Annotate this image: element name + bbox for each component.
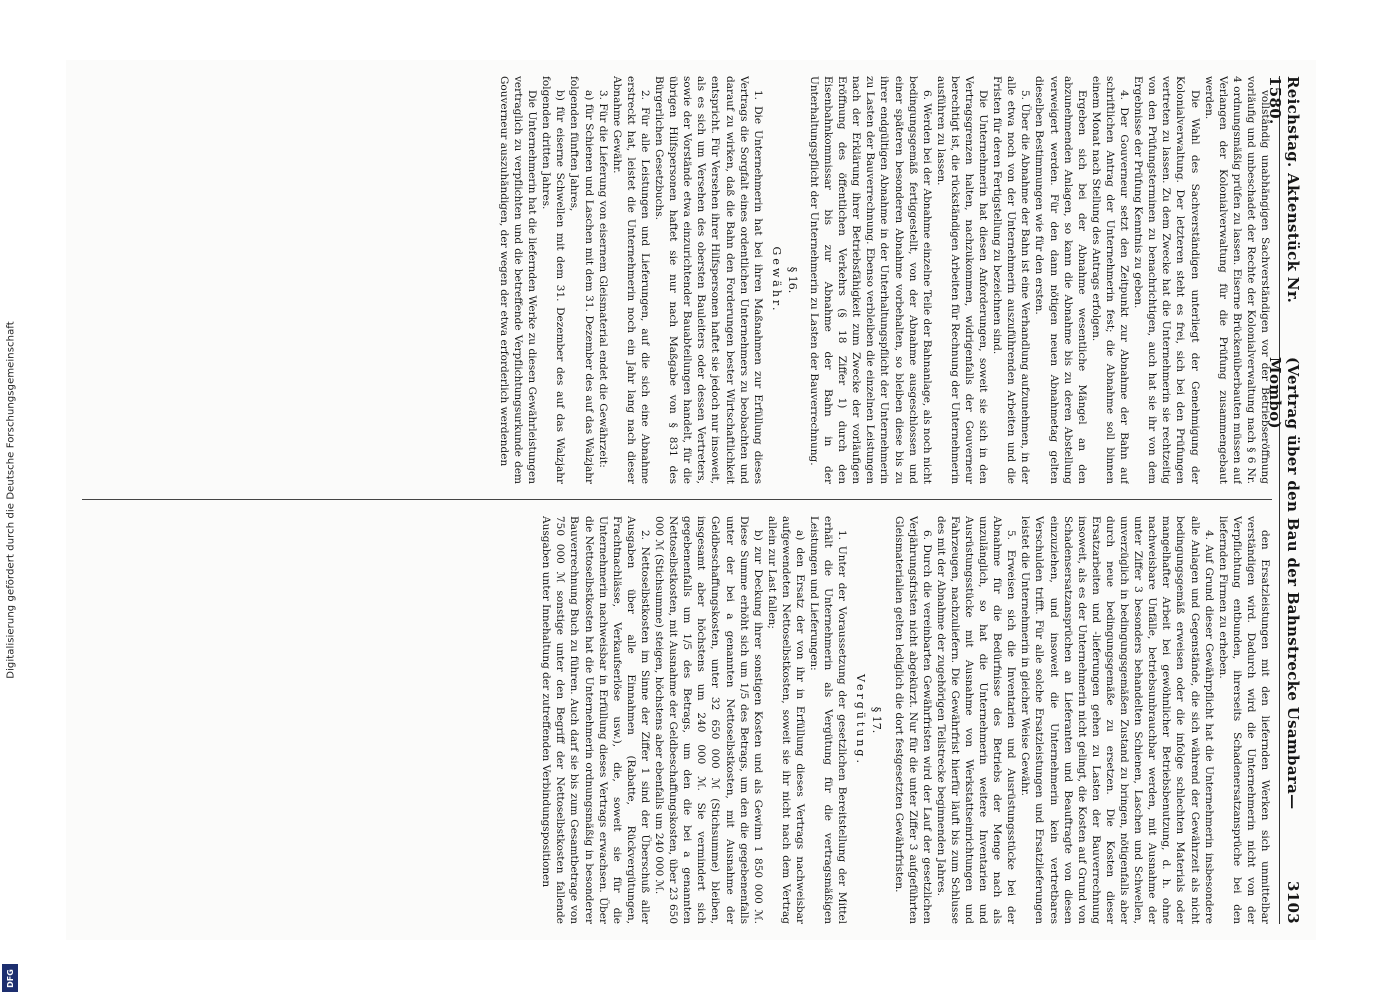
- header-left: Reichstag. Aktenstück Nr. 1580.: [1266, 76, 1302, 304]
- paragraph: 1. Die Unternehmerin hat bei ihren Maßnahmen zur Erfüllung dieses Vertrags die Sorgfalt eines ordentlichen Unternehmers zu beobachten und darauf zu wirken, daß die Bahn den Forderungen bester Wirtschaftlichkeit entspricht. Für Versehen ihrer Hilfspersonen haftet sie jedoch nur insoweit, als es sich um Versehen des obersten Bauleiters oder dessen Vertreters, sowie der Vorstände etwa einzurichtender Bauabteilungen handelt, für die übrigen Hilfspersonen haftet sie nur nach Maßgabe von § 831 des Bürgerlichen Gesetzbuchs.: [653, 76, 764, 484]
- paragraph: 4. Der Gouverneur setzt den Zeitpunkt zur Abnahme der Bahn auf schriftlichen Antrag der Unternehmerin fest; die Abnahme soll binnen einem Monat nach Stellung des Antrags erfolgen.: [1089, 76, 1131, 484]
- paragraph: 2. Für alle Leistungen und Lieferungen, auf die sich eine Abnahme erstreckt hat, leistet die Unternehmerin noch ein Jahr lang nach dieser Abnahme Gewähr.: [610, 76, 651, 484]
- right-column: [82, 516, 1272, 924]
- running-head: [1266, 76, 1302, 924]
- paragraph: Die Unternehmerin hat diesen Anforderungen, soweit sie sich in den Vertragsgrenzen halten, nachzukommen, widrigenfalls der Gouverneur berechtigt ist, die rückständigen Arbeiten für Rechnung der Unternehmerin ausführen zu lassen.: [934, 76, 990, 484]
- paragraph: 3. Für die Lieferung von eisernem Gleismaterial endet die Gewährzeit:: [596, 90, 609, 468]
- rotated-page-content: [76, 68, 1306, 932]
- paragraph: 4. Auf Grund dieser Gewährpflicht hat die Unternehmerin insbesondere alle Anlagen und Gegenstände, die sich während der Gewährzeit als nicht bedingungsgemäß erweisen oder die infolge schlechten Materials oder mangelhafter Arbeit bei gewöhnlicher Betriebsbenutzung, d. h. ohne nachweisbare Unfälle, betriebsunbrauchbar werden, mit Ausnahme der unter Ziffer 3 besonders behandelten Schienen, Laschen und Schwellen, unverzüglich in bedingungsgemäßen Zustand zu bringen, nötigenfalls aber durch neue bedingungsgemäße zu ersetzen. Die Kosten dieser Ersatzarbeiten und -lieferungen gehen zu Lasten der Bauverrechnung insoweit, als es der Unternehmerin nicht gelingt, die Kosten auf Grund von Schadensersatzansprüchen an Lieferanten und Beauftragte von diesen einzuziehen, und insoweit die Unternehmerin kein vertretbares Verschulden trifft. Für alle solche Ersatzleistungen und Ersatzlieferungen leistet die Unternehmerin in gleicher Weise Gewähr.: [1019, 516, 1215, 924]
- paragraph: Die Wahl des Sachverständigen unterliegt der Genehmigung der Kolonialverwaltung. Der letzteren steht es frei, sich bei den Prüfungen vertreten zu lassen. Zu dem Zwecke hat die Unternehmerin sie rechtzeitig von den Prüfungsterminen zu benachrichtigen, auch hat sie ihr von dem Ergebnisse der Prüfung Kenntnis zu geben.: [1132, 76, 1201, 484]
- header-center: (Vertrag über den Bau der Bahnstrecke Usambara—Mombo): [1266, 357, 1302, 810]
- paragraph: 1. Unter der Voraussetzung der gesetzlichen Bereitstellung der Mittel erhält die Unternehmerin als Vergütung für die vertragsmäßigen Leistungen und Lieferungen:: [808, 516, 849, 924]
- section-title: Vergütung.: [854, 674, 868, 766]
- paragraph: 6. Werden bei der Abnahme einzelne Teile der Bahnanlage, als noch nicht bedingungsgemäß fertiggestellt, von der Abnahme ausgeschlossen und einer späteren besonderen Abnahme vorbehalten, so bleiben diese bis zu ihrer endgültigen Abnahme in der Unterhaltungspflicht der Unternehmerin zu Lasten der Bauverrechnung. Ebenso verbleiben die einzelnen Leistungen nach der Erklärung ihrer Betriebsfähigkeit zum Zwecke der vorläufigen Eröffnung des öffentlichen Verkehrs (§ 18 Ziffer 1) durch den Eisenbahnkommissar bis zur Abnahme der Bahn in der Unterhaltungspflicht der Unternehmerin zu Lasten der Bauverrechnung.: [808, 76, 933, 484]
- list-item: b) zur Deckung ihrer sonstigen Kosten und als Gewinn 1 850 000 ℳ. Diese Summe erhöht sich um 1/5 des Betrags, um den die gegebenenfalls unter der bei a genannten Nettoselbstkosten, mit Ausnahme der Geldbeschaffungskosten, unter 32 650 000 ℳ (Stichsumme) bleiben, insgesamt aber höchstens um 240 000 ℳ. Sie vermindert sich gegebenenfalls um 1/5 des Betrags, um den die bei a genannten Nettoselbstkosten, mit Ausnahme der Geldbeschaffungskosten, über 23 650 000 ℳ (Stichsumme) steigen, höchstens aber ebenfalls um 240 000 ℳ.: [653, 516, 764, 924]
- paragraph: Die Unternehmerin hat die liefernden Werke zu diesen Gewährleistungen vertraglich zu verpflichten und die betreffende Verpflichtungsurkunde dem Gouverneur auszuhändigen, der wegen der etwa erforderlich werdenden: [498, 76, 539, 484]
- paragraph: 2. Nettoselbstkosten im Sinne der Ziffer 1 sind der Überschuß aller Ausgaben über alle Einnahmen (Rabatte, Rückvergütungen, Frachtnachlässe, Verkaufserlöse usw.), die, soweit sie für die Unternehmerin nachweisbar in Erfüllung dieses Vertrags erwachsen. Über die Nettoselbstkosten hat die Unternehmerin ordnungsmäßig in besonderer Bauverrechnung Buch zu führen. Auch darf sie bis zum Gesamtbetrage von 750 000 ℳ sonstige unter den Begriff der Nettoselbstkosten fallende Ausgaben unter Innehaltung der zutreffenden Verbindungspositionen: [540, 516, 651, 924]
- digitization-credit: Digitalisierung gefördert durch die Deutsche Forschungsgemeinschaft: [5, 321, 17, 679]
- paragraph: 6. Durch die vereinbarten Gewährfristen wird der Lauf der gesetzlichen Verjährungsfristen nicht abgekürzt. Nur für die unter Ziffer 3 aufgeführten Gleismaterialien gelten lediglich die dort festgesetzten Gewährfristen.: [892, 516, 933, 924]
- list-item: b) für eiserne Schwellen mit dem 31. Dezember des auf das Walzjahr folgenden dritten Jahres.: [540, 76, 567, 484]
- paragraph: 5. Erweisen sich die Inventarien und Ausrüstungsstücke bei der Abnahme für die Bedürfnisse des Betriebs der Menge nach als unzulänglich, so hat die Unternehmerin weitere Inventarien und Ausrüstungsstücke mit Ausnahme von Werkstattseinrichtungen und Fahrzeugen, nachzuliefern. Die Gewährfrist hierfür läuft bis zum Schlusse des mit der Abnahme der zugehörigen Teilstrecke beginnenden Jahres.: [934, 516, 1018, 924]
- section-title: Gewähr.: [769, 246, 783, 314]
- page-number: 3103: [1284, 881, 1302, 924]
- paragraph: Ergeben sich bei der Abnahme wesentliche Mängel an den abzunehmenden Anlagen, so kann die Abnahme bis zu deren Abstellung verweigert werden. Für den dann nötigen neuen Abnahmetag gelten dieselben Bestimmungen wie für den ersten.: [1033, 76, 1088, 484]
- section-number: § 16.: [785, 266, 799, 294]
- footer-credit-strip: [0, 0, 22, 1000]
- dfg-logo: [2, 964, 18, 992]
- list-item: a) den Ersatz der von ihr in Erfüllung dieses Vertrags nachweisbar aufgewendeten Nettoselbstkosten, soweit sie ihr nicht nach dem Vertrag allein zur Last fallen;: [765, 516, 806, 924]
- paragraph: den Ersatzleistungen mit den liefernden Werken sich unmittelbar verständigen wird. Dadurch wird die Unternehmerin nicht von der Verpflichtung entbunden, ihrerseits Schadenersatzansprüche bei den liefernden Firmen zu erheben.: [1216, 516, 1271, 924]
- paragraph: vollständig unabhängigen Sachverständigen vor der Betriebseröffnung vorläufig und unbeschadet der Rechte der Kolonialverwaltung nach § 6 Nr. 4 ordnungsmäßig prüfen zu lassen. Eiserne Brückenüberbauten müssen auf Verlangen der Kolonialverwaltung für die Prüfung zusammengebaut werden.: [1202, 76, 1271, 484]
- paragraph: 5. Über die Abnahme der Bahn ist eine Verhandlung aufzunehmen, in der alle etwa noch von der Unternehmerin auszuführenden Arbeiten und die Fristen für deren Fertigstellung zu bezeichnen sind.: [991, 76, 1032, 484]
- section-number: § 17.: [870, 706, 884, 734]
- dfg-logo-text: DFG: [5, 968, 15, 988]
- left-column: [82, 76, 1272, 484]
- list-item: a) für Schienen und Laschen mit dem 31. Dezember des auf das Walzjahr folgenden fünften Jahres,: [568, 76, 595, 484]
- scanned-page: [66, 60, 1316, 940]
- column-divider: [82, 499, 1272, 500]
